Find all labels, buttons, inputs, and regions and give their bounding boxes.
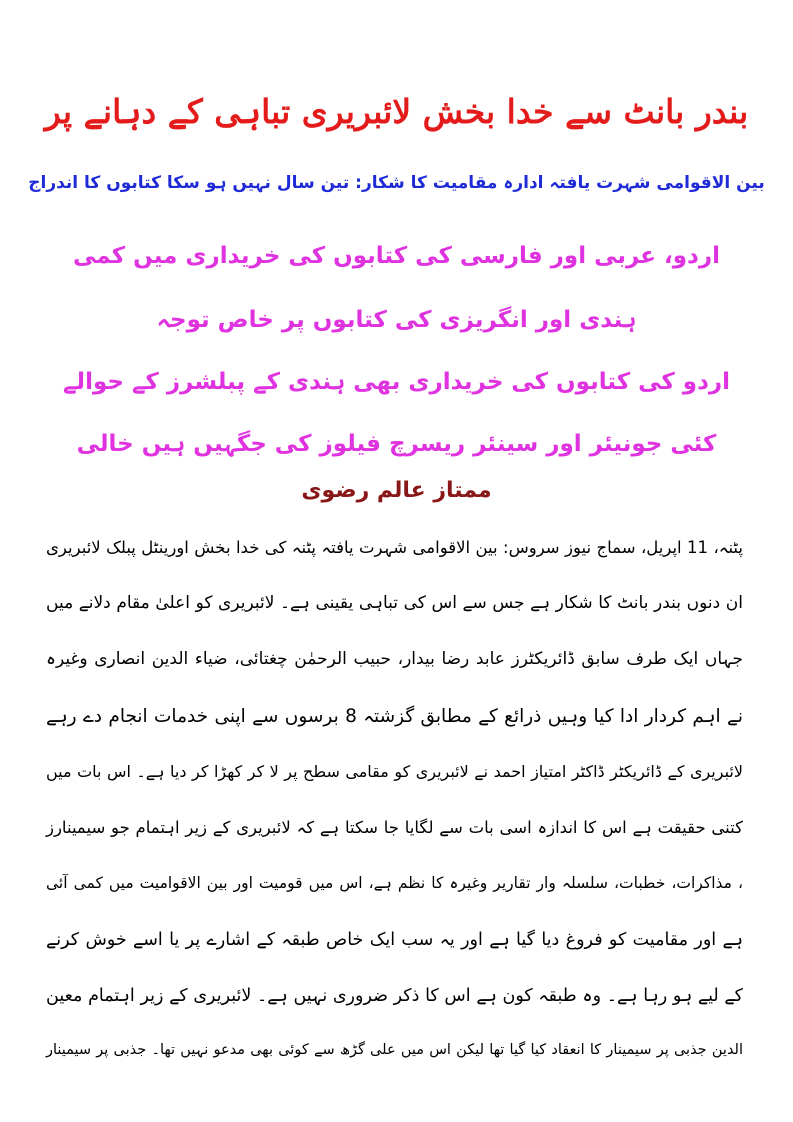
body-line-5: لائبریری کے ڈائریکٹر ڈاکٹر امتیاز احمد نے لائبریری کو مقامی سطح پر لا کر کھڑا کر دیا ہے۔ اس بات میں bbox=[46, 762, 743, 781]
body-line-7: ، مذاکرات، خطبات، سلسلہ وار تقاریر وغیرہ کا نظم ہے، اس میں قومیت اور بین الاقوامیت میں کمی آئی bbox=[46, 874, 743, 892]
author-byline: ممتاز عالم رضوی bbox=[301, 478, 492, 503]
body-line-10: الدین جذبی پر سیمینار کا انعقاد کیا گیا تھا لیکن اس میں علی گڑھ سے کوئی بھی مدعو نہیں تھا۔ جذبی پر سیمینار bbox=[46, 1042, 743, 1058]
body-line-9: کے لیے ہو رہا ہے۔ وہ طبقہ کون ہے اس کا ذکر ضروری نہیں ہے۔ لائبریری کے زیر اہتمام معین bbox=[46, 986, 743, 1006]
body-line-1: پٹنہ، 11 اپریل، سماج نیوز سروس: بین الاقوامی شہرت یافتہ پٹنہ کی خدا بخش اورینٹل پبلک لائبریری bbox=[46, 538, 743, 557]
subheadline: بین الاقوامی شہرت یافتہ ادارہ مقامیت کا شکار: تین سال نہیں ہو سکا کتابوں کا اندراج bbox=[28, 173, 765, 193]
body-line-3: جہاں ایک طرف سابق ڈائریکٹرز عابد رضا بیدار، حبیب الرحمٰن چغتائی، ضیاء الدین انصاری وغیرہ bbox=[46, 649, 743, 669]
highlight-point-4: کئی جونیئر اور سینئر ریسرچ فیلوز کی جگہیں ہیں خالی bbox=[76, 431, 717, 457]
headline: بندر بانٹ سے خدا بخش لائبریری تباہی کے دہانے پر bbox=[44, 92, 749, 131]
highlight-point-2: ہندی اور انگریزی کی کتابوں پر خاص توجہ bbox=[156, 307, 637, 333]
body-line-8: ہے اور مقامیت کو فروغ دیا گیا ہے اور یہ سب ایک خاص طبقہ کے اشارے پر یا اسے خوش کرنے bbox=[46, 930, 743, 950]
body-line-4: نے اہم کردار ادا کیا وہیں ذرائع کے مطابق گزشتہ 8 برسوں سے اپنی خدمات انجام دے رہے bbox=[46, 706, 743, 727]
highlight-point-1: اردو، عربی اور فارسی کی کتابوں کی خریداری میں کمی bbox=[73, 243, 720, 269]
body-line-2: ان دنوں بندر بانٹ کا شکار ہے جس سے اس کی تباہی یقینی ہے۔ لائبریری کو اعلیٰ مقام دلانے میں bbox=[46, 593, 743, 613]
body-line-6: کتنی حقیقت ہے اس کا اندازہ اسی بات سے لگایا جا سکتا ہے کہ لائبریری کے زیر اہتمام جو سیمینارز bbox=[46, 818, 743, 837]
highlight-point-3: اردو کی کتابوں کی خریداری بھی ہندی کے پبلشرز کے حوالے bbox=[62, 369, 731, 395]
